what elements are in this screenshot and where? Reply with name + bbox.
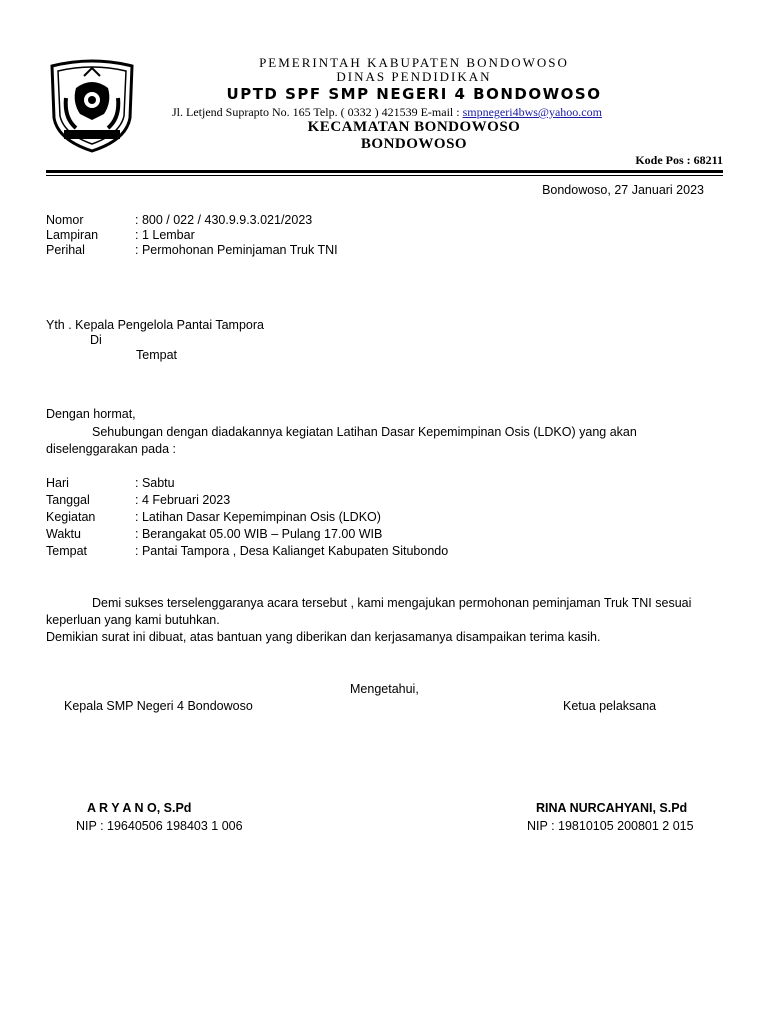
detail-value: : Sabtu [135, 476, 175, 490]
detail-label: Tempat [46, 544, 87, 558]
meta-value: : 800 / 022 / 430.9.9.3.021/2023 [135, 213, 313, 227]
meta-label: Perihal [46, 243, 85, 257]
detail-label: Waktu [46, 527, 81, 541]
intro-line: diselenggarakan pada : [46, 442, 176, 456]
right-signer-name: RINA NURCAHYANI, S.Pd [536, 801, 688, 815]
meta-value: : Permohonan Peminjaman Truk TNI [135, 243, 338, 257]
letterhead-divider-thick [46, 170, 723, 173]
recipient-di: Di [90, 333, 102, 347]
letterhead-address [172, 105, 602, 120]
address-text: Jl. Letjend Suprapto No. 165 Telp. ( 0332 ) 421539 E-mail : [172, 105, 463, 119]
detail-label: Kegiatan [46, 510, 96, 524]
letterhead-city: BONDOWOSO [360, 136, 468, 152]
meta-label: Lampiran [46, 228, 99, 242]
postal-code: Kode Pos : 68211 [635, 153, 723, 167]
left-signer-title: Kepala SMP Negeri 4 Bondowoso [64, 699, 253, 713]
place-date: Bondowoso, 27 Januari 2023 [542, 183, 704, 197]
letterhead-school-name: UPTD SPF SMP NEGERI 4 BONDOWOSO [226, 85, 602, 103]
letterhead-kecamatan: KECAMATAN BONDOWOSO [307, 119, 521, 135]
recipient-line: Yth . Kepala Pengelola Pantai Tampora [46, 318, 264, 332]
acknowledged-label: Mengetahui, [350, 682, 419, 696]
closing-line: Demi sukses terselenggaranya acara tersebut , kami mengajukan permohonan peminjaman Truk TNI sesuai [92, 596, 692, 610]
letterhead-divider-thin [46, 175, 723, 176]
recipient-place: Tempat [136, 348, 177, 362]
detail-value: : Pantai Tampora , Desa Kalianget Kabupaten Situbondo [135, 544, 449, 558]
left-signer-name: A R Y A N O, S.Pd [87, 801, 192, 815]
letterhead-department: DINAS PENDIDIKAN [336, 69, 492, 84]
right-signer-title: Ketua pelaksana [563, 699, 657, 713]
letterhead-government: PEMERINTAH KABUPATEN BONDOWOSO [259, 55, 569, 70]
closing-line: Demikian surat ini dibuat, atas bantuan yang diberikan dan kerjasamanya disampaikan terima kasih. [46, 630, 601, 644]
email-link[interactable]: smpnegeri4bws@yahoo.com [462, 105, 602, 119]
meta-label: Nomor [46, 213, 84, 227]
detail-label: Hari [46, 476, 69, 490]
detail-value: : Berangakat 05.00 WIB – Pulang 17.00 WIB [135, 527, 383, 541]
meta-value: : 1 Lembar [135, 228, 195, 242]
detail-value: : Latihan Dasar Kepemimpinan Osis (LDKO) [135, 510, 381, 524]
detail-label: Tanggal [46, 493, 90, 507]
left-signer-nip: NIP : 19640506 198403 1 006 [76, 819, 243, 833]
detail-value: : 4 Februari 2023 [135, 493, 231, 507]
right-signer-nip: NIP : 19810105 200801 2 015 [527, 819, 694, 833]
closing-line: keperluan yang kami butuhkan. [46, 613, 220, 627]
intro-line: Sehubungan dengan diadakannya kegiatan Latihan Dasar Kepemimpinan Osis (LDKO) yang akan [92, 425, 637, 439]
salutation: Dengan hormat, [46, 407, 136, 421]
